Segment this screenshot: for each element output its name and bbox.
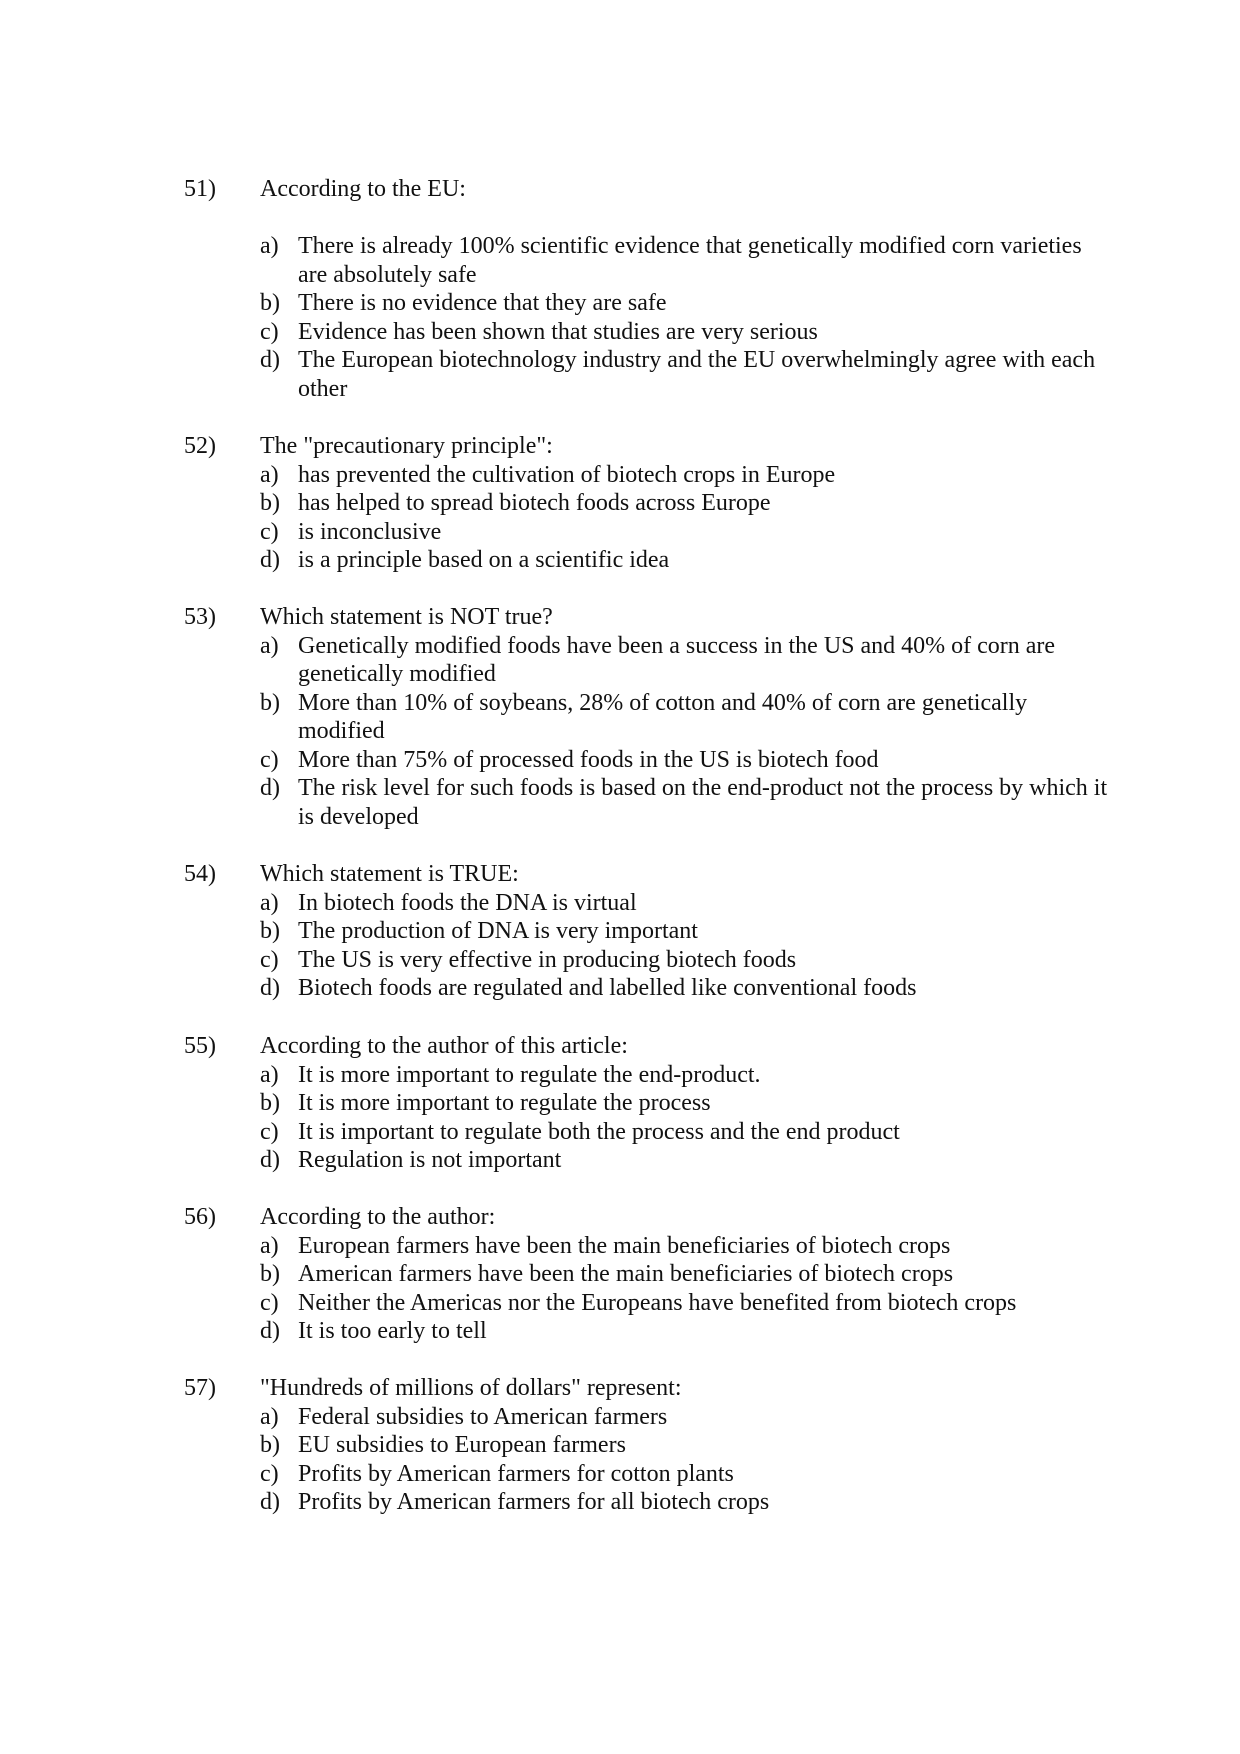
option-letter: d) <box>260 547 280 573</box>
option-a <box>260 632 1110 689</box>
option-d <box>260 974 1110 1003</box>
option-c <box>260 1460 1110 1489</box>
option-text: is a principle based on a scientific idea <box>298 547 670 573</box>
option-letter: a) <box>260 632 279 659</box>
option-letter: d) <box>260 975 280 1001</box>
option-letter: a) <box>260 1403 279 1430</box>
option-text: The risk level for such foods is based on the end-product not the process by which it is developed <box>298 775 1108 830</box>
option-text: More than 75% of processed foods in the US is biotech food <box>298 746 879 773</box>
option-text: European farmers have been the main beneficiaries of biotech crops <box>298 1232 951 1259</box>
question-number: 56) <box>184 1204 216 1230</box>
option-letter: c) <box>260 1460 279 1487</box>
option-list <box>260 461 1110 575</box>
option-text: In biotech foods the DNA is virtual <box>298 889 637 916</box>
option-text: There is no evidence that they are safe <box>298 290 667 316</box>
option-c <box>260 946 1110 975</box>
question-prompt: According to the EU: <box>260 176 466 202</box>
option-letter: d) <box>260 1318 280 1344</box>
option-c <box>260 318 1110 347</box>
question-prompt: The "precautionary principle": <box>260 433 553 459</box>
option-list <box>260 1061 1110 1175</box>
option-c <box>260 1289 1110 1318</box>
question-prompt: According to the author of this article: <box>260 1033 628 1059</box>
option-letter: d) <box>260 1489 280 1515</box>
question-number: 57) <box>184 1375 216 1401</box>
question-prompt: Which statement is TRUE: <box>260 861 519 887</box>
option-letter: c) <box>260 946 279 973</box>
option-letter: b) <box>260 1432 280 1458</box>
option-b <box>260 289 1110 318</box>
question-number: 51) <box>184 176 216 202</box>
option-text: It is more important to regulate the process <box>298 1090 711 1116</box>
option-a <box>260 1403 1110 1432</box>
option-text: The US is very effective in producing biotech foods <box>298 946 797 973</box>
option-text: has helped to spread biotech foods across Europe <box>298 490 771 516</box>
option-letter: d) <box>260 347 280 373</box>
option-d <box>260 1488 1110 1517</box>
option-text: The production of DNA is very important <box>298 918 698 944</box>
question-prompt: Which statement is NOT true? <box>260 604 553 630</box>
option-text: More than 10% of soybeans, 28% of cotton and 40% of corn are genetically modified <box>298 689 1028 744</box>
option-letter: b) <box>260 1261 280 1287</box>
option-text: Neither the Americas nor the Europeans have benefited from biotech crops <box>298 1289 1017 1316</box>
option-letter: a) <box>260 233 279 259</box>
option-letter: a) <box>260 461 279 488</box>
option-letter: d) <box>260 1147 280 1173</box>
option-text: Federal subsidies to American farmers <box>298 1403 668 1430</box>
option-letter: c) <box>260 1118 279 1145</box>
option-text: Profits by American farmers for cotton plants <box>298 1460 734 1487</box>
option-d <box>260 546 1110 575</box>
option-text: Evidence has been shown that studies are very serious <box>298 318 818 345</box>
option-d <box>260 1317 1110 1346</box>
option-c <box>260 746 1110 775</box>
option-list <box>260 1403 1110 1517</box>
option-c <box>260 1118 1110 1147</box>
option-a <box>260 461 1110 490</box>
option-d <box>260 346 1110 403</box>
option-text: It is too early to tell <box>298 1318 487 1344</box>
option-text: American farmers have been the main beneficiaries of biotech crops <box>298 1261 954 1287</box>
option-list <box>260 232 1110 403</box>
option-a <box>260 232 1110 289</box>
option-b <box>260 689 1110 746</box>
option-text: Biotech foods are regulated and labelled like conventional foods <box>298 975 917 1001</box>
option-text: It is more important to regulate the end-product. <box>298 1061 761 1088</box>
option-letter: a) <box>260 1061 279 1088</box>
option-letter: b) <box>260 689 280 716</box>
option-text: has prevented the cultivation of biotech crops in Europe <box>298 461 836 488</box>
option-list <box>260 1232 1110 1346</box>
option-b <box>260 1260 1110 1289</box>
option-text: There is already 100% scientific evidence that genetically modified corn varieties are absolutely safe <box>298 233 1082 288</box>
option-d <box>260 1146 1110 1175</box>
question-prompt: According to the author: <box>260 1204 496 1230</box>
option-text: The European biotechnology industry and the EU overwhelmingly agree with each other <box>298 347 1096 402</box>
option-a <box>260 1232 1110 1261</box>
option-a <box>260 889 1110 918</box>
option-letter: d) <box>260 775 280 801</box>
option-text: Genetically modified foods have been a success in the US and 40% of corn are genetically modified <box>298 632 1056 687</box>
option-letter: b) <box>260 918 280 944</box>
option-letter: c) <box>260 518 279 545</box>
option-text: It is important to regulate both the process and the end product <box>298 1118 900 1145</box>
option-letter: b) <box>260 290 280 316</box>
option-d <box>260 774 1110 831</box>
option-letter: c) <box>260 318 279 345</box>
option-text: Regulation is not important <box>298 1147 562 1173</box>
option-list <box>260 632 1110 832</box>
question-prompt: "Hundreds of millions of dollars" represent: <box>260 1375 682 1401</box>
option-letter: b) <box>260 490 280 516</box>
option-letter: c) <box>260 746 279 773</box>
option-letter: a) <box>260 1232 279 1259</box>
option-c <box>260 518 1110 547</box>
option-b <box>260 1089 1110 1118</box>
option-b <box>260 489 1110 518</box>
option-text: Profits by American farmers for all biotech crops <box>298 1489 770 1515</box>
option-letter: b) <box>260 1090 280 1116</box>
option-b <box>260 917 1110 946</box>
option-list <box>260 889 1110 1003</box>
question-number: 54) <box>184 861 216 887</box>
question-number: 52) <box>184 433 216 459</box>
question-number: 55) <box>184 1033 216 1059</box>
question-number: 53) <box>184 604 216 630</box>
option-text: EU subsidies to European farmers <box>298 1432 626 1458</box>
option-a <box>260 1061 1110 1090</box>
option-b <box>260 1431 1110 1460</box>
option-text: is inconclusive <box>298 518 442 545</box>
option-letter: a) <box>260 889 279 916</box>
option-letter: c) <box>260 1289 279 1316</box>
